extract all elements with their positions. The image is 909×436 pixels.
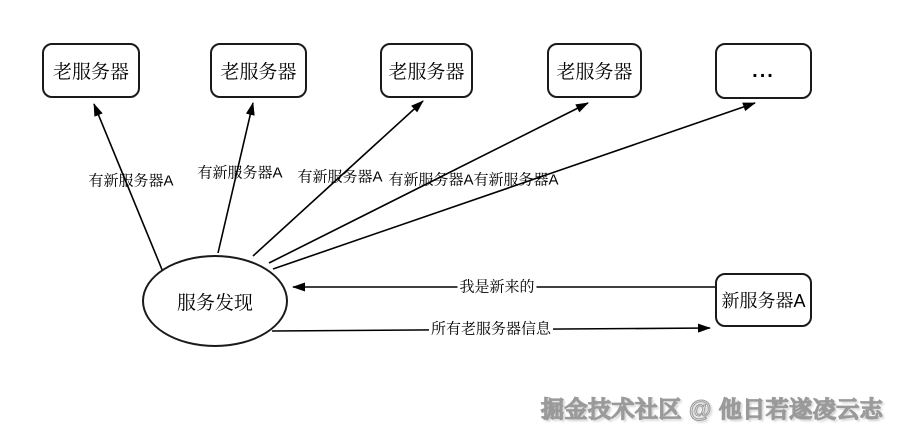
edge-label-register: 我是新来的 (459, 278, 535, 296)
node-old-server-4 (547, 43, 642, 98)
node-new-server-a-label: 新服务器A (721, 291, 806, 311)
node-ellipsis (715, 43, 812, 99)
edge-label-notify-4: 有新服务器A (388, 171, 474, 189)
node-old-server-1 (42, 43, 140, 98)
node-old-server-4-label: 老服务器 (556, 62, 633, 83)
node-ellipsis-label: ... (752, 59, 775, 82)
watermark-text: 掘金技术社区 @ 他日若遂凌云志 (541, 396, 884, 422)
edge-label-notify-2: 有新服务器A (197, 164, 283, 182)
node-service-discovery-label: 服务发现 (176, 292, 253, 314)
node-old-server-3 (380, 43, 473, 98)
node-service-discovery (142, 255, 288, 347)
node-old-server-3-label: 老服务器 (388, 62, 465, 83)
node-old-server-1-label: 老服务器 (52, 62, 129, 83)
edge-label-notify-5: 有新服务器A (473, 171, 559, 189)
node-old-server-2 (210, 43, 307, 98)
node-new-server-a (715, 273, 812, 327)
edge-label-notify-3: 有新服务器A (297, 168, 383, 186)
node-old-server-2-label: 老服务器 (220, 62, 297, 83)
edge-label-response: 所有老服务器信息 (430, 320, 552, 338)
edge-label-notify-1: 有新服务器A (88, 172, 174, 190)
